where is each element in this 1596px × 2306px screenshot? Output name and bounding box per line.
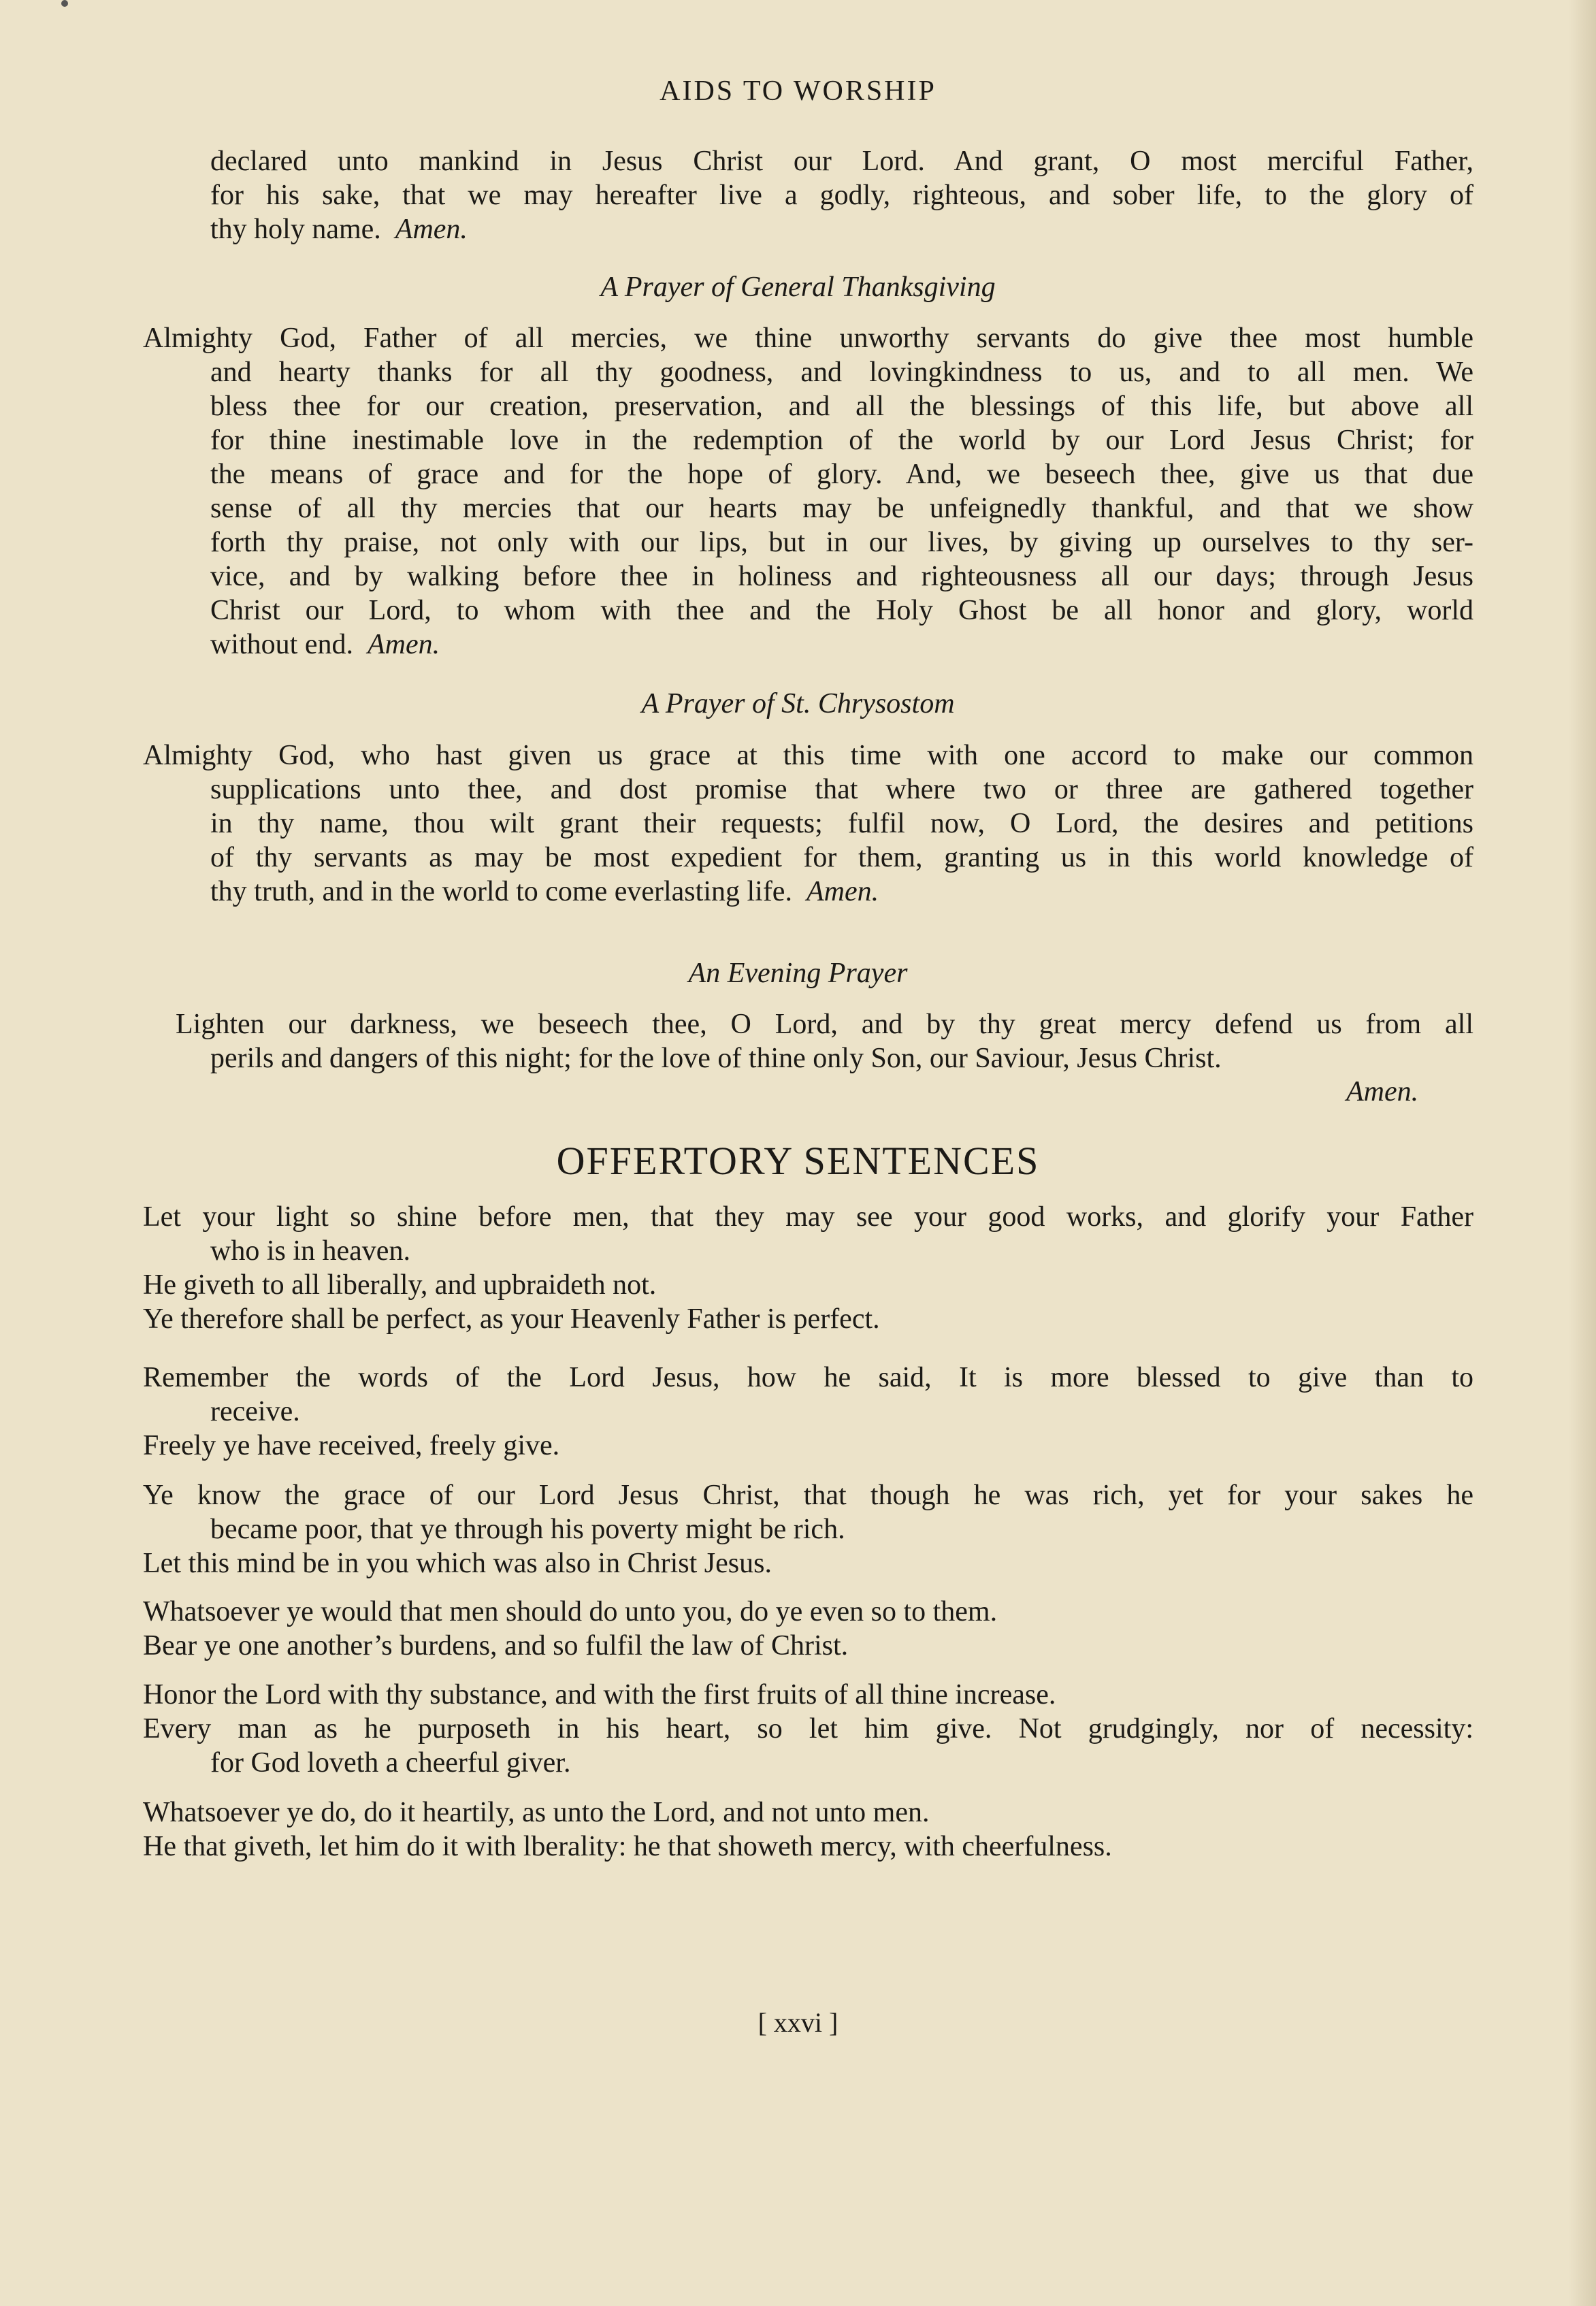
text-line: thy truth, and in the world to come everlasting life. Amen. bbox=[210, 876, 879, 907]
text-line: receive. bbox=[210, 1396, 300, 1427]
text-line: thy holy name. Amen. bbox=[210, 214, 468, 245]
text-line: Bear ye one another’s burdens, and so fulfil the law of Christ. bbox=[143, 1630, 849, 1661]
amen-word: Amen. bbox=[367, 629, 440, 660]
text-line: supplications unto thee, and dost promise that where two or three are gathered together bbox=[210, 774, 1473, 805]
evening-prayer-paragraph bbox=[143, 1007, 1473, 1075]
text-line: Almighty God, Father of all mercies, we thine unworthy servants do give thee most humble bbox=[143, 323, 1473, 354]
amen-word: Amen. bbox=[806, 876, 879, 907]
offertory-title: OFFERTORY SENTENCES bbox=[556, 1139, 1040, 1183]
offertory-group bbox=[143, 1200, 1473, 1336]
text-line: for God loveth a cheerful giver. bbox=[210, 1747, 571, 1779]
text-line: Remember the words of the Lord Jesus, how he said, It is more blessed to give than to bbox=[143, 1362, 1473, 1393]
text-line: the means of grace and for the hope of glory. And, we beseech thee, give us that due bbox=[210, 459, 1473, 490]
text-line: declared unto mankind in Jesus Christ our Lord. And grant, O most merciful Father, bbox=[210, 146, 1473, 177]
text-line: bless thee for our creation, preservation, and all the blessings of this life, but above all bbox=[210, 391, 1473, 422]
offertory-group bbox=[143, 1595, 1473, 1663]
text-line: He giveth to all liberally, and upbraideth not. bbox=[143, 1269, 657, 1301]
amen-word: Amen. bbox=[1346, 1076, 1419, 1107]
text-line: sense of all thy mercies that our hearts may be unfeignedly thankful, and that we show bbox=[210, 493, 1473, 524]
text-line: Let this mind be in you which was also in Christ Jesus. bbox=[143, 1548, 772, 1579]
text-line: Christ our Lord, to whom with thee and the Holy Ghost be all honor and glory, world bbox=[210, 595, 1473, 626]
text-line: for his sake, that we may hereafter live a godly, righteous, and sober life, to the glory of bbox=[210, 180, 1473, 211]
text-line: and hearty thanks for all thy goodness, and lovingkindness to us, and to all men. We bbox=[210, 357, 1473, 388]
text-line: perils and dangers of this night; for the love of thine only Son, our Saviour, Jesus Christ. bbox=[210, 1043, 1222, 1074]
chrysostom-paragraph bbox=[143, 738, 1473, 909]
text-line: Almighty God, who hast given us grace at this time with one accord to make our common bbox=[143, 740, 1473, 771]
text-line: Freely ye have received, freely give. bbox=[143, 1430, 560, 1461]
text-line: for thine inestimable love in the redemption of the world by our Lord Jesus Christ; for bbox=[210, 425, 1473, 456]
text-line: in thy name, thou wilt grant their requests; fulfil now, O Lord, the desires and petitions bbox=[210, 808, 1473, 839]
text-line: Whatsoever ye do, do it heartily, as unto the Lord, and not unto men. bbox=[143, 1797, 930, 1828]
running-head: AIDS TO WORSHIP bbox=[659, 76, 937, 107]
text-line: who is in heaven. bbox=[210, 1235, 410, 1267]
offertory-group bbox=[143, 1361, 1473, 1463]
text-line: without end. Amen. bbox=[210, 629, 440, 660]
offertory-group bbox=[143, 1478, 1473, 1580]
amen-word: Amen. bbox=[395, 214, 468, 245]
offertory-group bbox=[143, 1678, 1473, 1780]
chrysostom-title: A Prayer of St. Chrysostom bbox=[641, 688, 955, 719]
offertory-group bbox=[143, 1796, 1473, 1864]
text-line: vice, and by walking before thee in holiness and righteousness all our days; through Jesus bbox=[210, 561, 1473, 592]
text-line: Let your light so shine before men, that they may see your good works, and glorify your Father bbox=[143, 1201, 1473, 1233]
text-line: forth thy praise, not only with our lips, but in our lives, by giving up ourselves to thy ser- bbox=[210, 527, 1473, 558]
text-line: Every man as he purposeth in his heart, so let him give. Not grudgingly, nor of necessity: bbox=[143, 1713, 1473, 1744]
text-line: became poor, that ye through his poverty might be rich. bbox=[210, 1514, 845, 1545]
evening-prayer-title: An Evening Prayer bbox=[688, 958, 908, 989]
general-thanksgiving-paragraph bbox=[143, 321, 1473, 662]
scan-speck bbox=[61, 0, 68, 7]
page-number: [ xxvi ] bbox=[758, 2007, 838, 2038]
text-line: He that giveth, let him do it with lberality: he that showeth mercy, with cheerfulness. bbox=[143, 1831, 1112, 1862]
general-thanksgiving-title: A Prayer of General Thanksgiving bbox=[600, 272, 996, 303]
text-line: Ye therefore shall be perfect, as your Heavenly Father is perfect. bbox=[143, 1303, 880, 1335]
text-line: Lighten our darkness, we beseech thee, O Lord, and by thy great mercy defend us from all bbox=[176, 1009, 1473, 1040]
text-line: Whatsoever ye would that men should do unto you, do ye even so to them. bbox=[143, 1596, 998, 1627]
text-line: Honor the Lord with thy substance, and with the first fruits of all thine increase. bbox=[143, 1679, 1056, 1710]
text-line: Ye know the grace of our Lord Jesus Christ, that though he was rich, yet for your sakes he bbox=[143, 1480, 1473, 1511]
continuation-paragraph bbox=[143, 144, 1473, 246]
text-line: of thy servants as may be most expedient for them, granting us in this world knowledge of bbox=[210, 842, 1473, 873]
